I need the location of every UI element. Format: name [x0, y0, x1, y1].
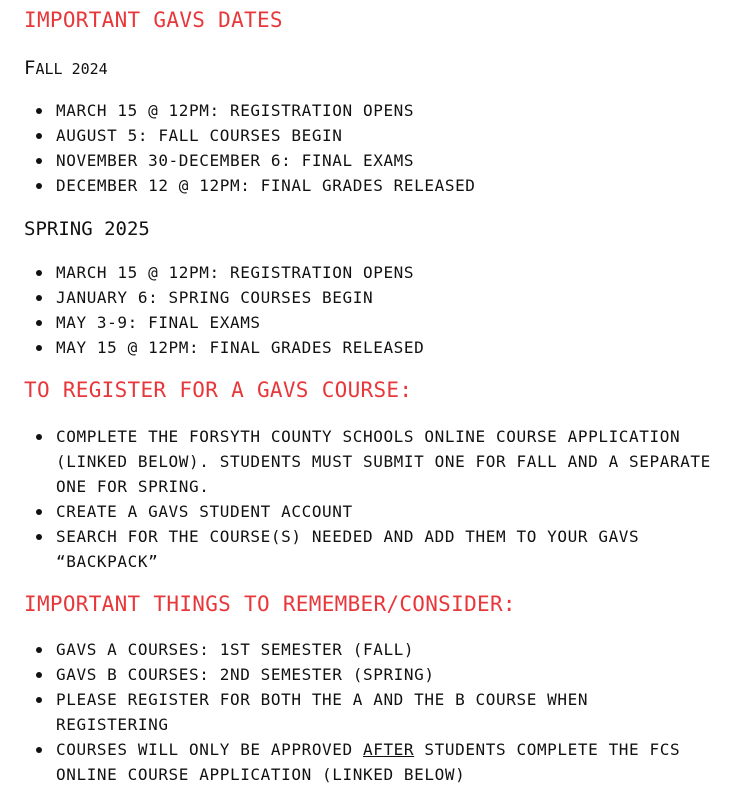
list-item: CREATE A GAVS STUDENT ACCOUNT: [0, 499, 741, 524]
list-item-line: ONE FOR SPRING.: [56, 477, 210, 496]
list-item: [0, 737, 741, 787]
emphasis-underlined: AFTER: [362, 740, 415, 759]
list-item: MARCH 15 @ 12PM: REGISTRATION OPENS: [0, 260, 741, 285]
list-item-line: REGISTERING: [56, 715, 169, 734]
text-segment: STUDENTS COMPLETE THE FCS: [414, 740, 681, 759]
list-item-line: (LINKED BELOW). STUDENTS MUST SUBMIT ONE FOR FALL AND A SEPARATE: [56, 452, 711, 471]
spring-heading: SPRING 2025: [24, 218, 150, 240]
list-item: [0, 687, 741, 737]
list-item: MAY 15 @ 12PM: FINAL GRADES RELEASED: [0, 335, 741, 360]
page-title: IMPORTANT GAVS DATES: [24, 8, 283, 32]
list-item: MARCH 15 @ 12PM: REGISTRATION OPENS: [0, 98, 741, 123]
list-item: AUGUST 5: FALL COURSES BEGIN: [0, 123, 741, 148]
list-item: NOVEMBER 30-DECEMBER 6: FINAL EXAMS: [0, 148, 741, 173]
list-item-line: SEARCH FOR THE COURSE(S) NEEDED AND ADD THEM TO YOUR GAVS: [56, 527, 640, 546]
list-item-line: ONLINE COURSE APPLICATION (LINKED BELOW): [56, 765, 466, 784]
text-segment: COURSES WILL ONLY BE APPROVED: [56, 740, 363, 759]
list-item: [0, 424, 741, 499]
register-heading: TO REGISTER FOR A GAVS COURSE:: [24, 378, 413, 402]
list-item: MAY 3-9: FINAL EXAMS: [0, 310, 741, 335]
list-item: JANUARY 6: SPRING COURSES BEGIN: [0, 285, 741, 310]
register-steps-list: [0, 424, 741, 574]
fall-dates-list: [0, 98, 741, 198]
remember-list: [0, 637, 741, 787]
spring-dates-list: [0, 260, 741, 360]
list-item-line: PLEASE REGISTER FOR BOTH THE A AND THE B COURSE WHEN: [56, 690, 589, 709]
remember-heading: IMPORTANT THINGS TO REMEMBER/CONSIDER:: [24, 592, 516, 616]
fall-heading-initial: F: [24, 57, 36, 79]
fall-heading-rest: ALL 2024: [35, 60, 108, 78]
list-item-line: COMPLETE THE FORSYTH COUNTY SCHOOLS ONLINE COURSE APPLICATION: [56, 427, 681, 446]
list-item-line: “BACKPACK”: [56, 552, 159, 571]
list-item: [0, 524, 741, 574]
fall-heading: [24, 57, 108, 79]
list-item: DECEMBER 12 @ 12PM: FINAL GRADES RELEASED: [0, 173, 741, 198]
list-item: GAVS B COURSES: 2ND SEMESTER (SPRING): [0, 662, 741, 687]
list-item-line: [56, 737, 741, 762]
list-item: GAVS A COURSES: 1ST SEMESTER (FALL): [0, 637, 741, 662]
